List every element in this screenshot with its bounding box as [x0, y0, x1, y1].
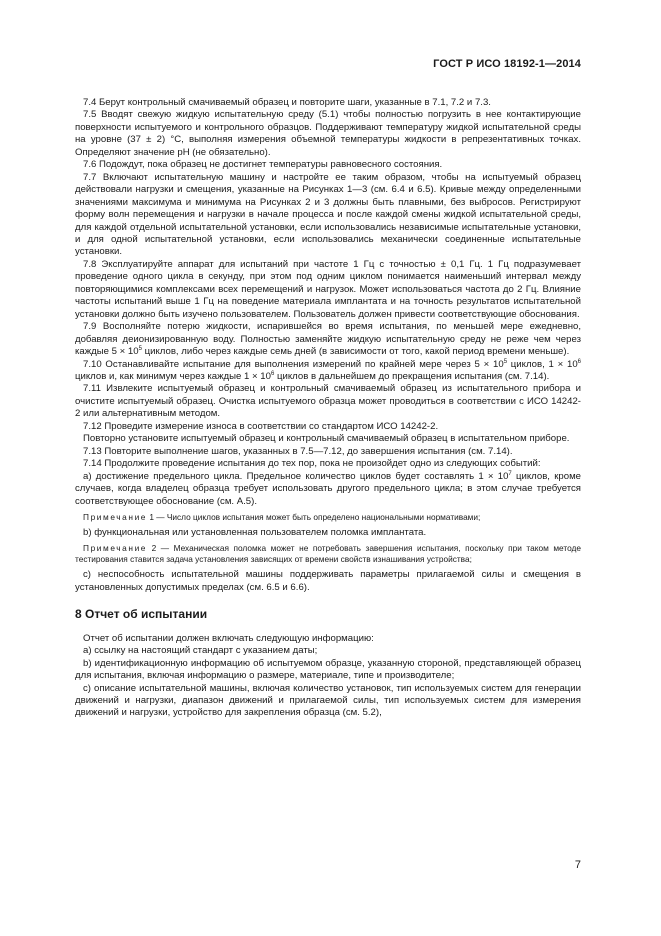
clause-7-9-text-a: 7.9 Восполняйте потерю жидкости, испарившейся во время испытания, по меньшей мере ежедневно, добавляя деионизированную воду. Полностью заменяйте жидкую испытательную среду не реже чем через каждые 5 × 10 [75, 321, 581, 358]
clause-7-6: 7.6 Подождут, пока образец не достигнет температуры равновесного состояния. [83, 159, 443, 171]
clause-7-10-text-d: циклов в дальнейшем до прекращения испытания (см. 7.14). [274, 370, 550, 382]
list-item-b: b) функциональная или установленная пользователем поломка имплантата. [83, 526, 427, 538]
section-8-item-b: b) идентификационную информацию об испытуемом образце, указанную стороной, представляющей образец для испытания, включая информацию о размере, материале, типе и производителе; [75, 657, 581, 682]
note-2 [75, 543, 581, 565]
section-8-item-c: c) описание испытательной машины, включая количество установок, тип используемых систем для генерации движений и нагрузки, диапазон движений и прилагаемой силы, тип используемых систем для измерения движений и нагрузки, устройство для закрепления образца (см. 5.2), [75, 682, 581, 719]
list-item-c: c) неспособность испытательной машины поддерживать параметры прилагаемой силы и смещения в установленных допустимых пределах (см. 6.5 и 6.6). [75, 569, 581, 593]
section-8-intro: Отчет об испытании должен включать следующую информацию: [83, 632, 374, 644]
clause-7-10 [75, 359, 581, 384]
standard-header: ГОСТ Р ИСО 18192-1—2014 [433, 58, 581, 70]
clause-7-13: 7.13 Повторите выполнение шагов, указанных в 7.5—7.12, до завершения испытания (см. 7.14). [83, 445, 513, 457]
clause-7-14: 7.14 Продолжите проведение испытания до тех пор, пока не произойдет одно из следующих событий: [83, 458, 541, 470]
clause-7-12-continued: Повторно установите испытуемый образец и контрольный смачиваемый образец в испытательном приборе. [83, 433, 570, 445]
exponent: 6 [577, 358, 582, 365]
clause-7-7: 7.7 Включают испытательную машину и настройте ее таким образом, чтобы на испытуемый образец действовали нагрузки и смещения, указанные на Рисунках 1—3 (см. 6.4 и 6.5). Кривые между определенными значениями максимума и минимума на Рисунках 2 и 3 должны быть плавными, без выбросов. Регистрируют форму волн перемещения и нагрузки в начале процесса и после каждой смены жидкой испытательной среды, для каждой отдельной испытательной установки, если использовались независимые испытательные установки, и для одной испытательной установки, если использовались механически соединенные испытательные установки. [75, 171, 581, 258]
note-label: Примечание [83, 511, 148, 522]
list-item-a-text-a: a) достижение предельного цикла. Предельное количество циклов будет составлять 1 × 10 [83, 470, 509, 482]
clause-7-10-text-c: циклов и, как минимум через каждые 1 × 10 [75, 370, 271, 382]
page-number: 7 [574, 859, 581, 871]
exponent: 5 [503, 358, 508, 365]
section-8-heading: 8 Отчет об испытании [75, 607, 208, 622]
note-label: Примечание [83, 543, 148, 554]
document-page [75, 0, 581, 936]
clause-7-9-text-b: циклов, либо через каждые семь дней (в зависимости от того, какой период времени меньше). [141, 346, 570, 358]
list-item-a-text-b: циклов, кроме случаев, когда владелец образца требует использовать другого предельного цикла; в этом случае требуется соответствующее обоснование (см. А.5). [75, 470, 582, 507]
clause-7-12: 7.12 Проведите измерение износа в соответствии со стандартом ИСО 14242-2. [83, 420, 439, 432]
note-1 [75, 512, 581, 523]
clause-7-8: 7.8 Эксплуатируйте аппарат для испытаний при частоте 1 Гц с точностью ± 0,1 Гц. 1 Гц подразумевает проведение одного цикла в секунду, при этом под одним циклом понимается наименьший интервал между повторяющимися комплексами всех перемещений и нагрузок. Может использоваться частота до 2 Гц. Влияние частоты испытаний выше 1 Гц на поведение материала имплантата и на точность результатов испытательной установки должно быть изучено пользователем. Пользователь должен привести соответствующие обоснования. [75, 258, 581, 320]
note-text: 2 — Механическая поломка может не потребовать завершения испытания, поскольку при таком методе тестирования ставится задача установления зависящих от времени свойств изнашивания устройства; [75, 543, 581, 565]
clause-7-10-text-b: циклов, 1 × 10 [507, 358, 578, 370]
clause-7-10-text-a: 7.10 Останавливайте испытание для выполнения измерений по крайней мере через 5 × 10 [83, 358, 504, 370]
clause-7-11: 7.11 Извлеките испытуемый образец и контрольный смачиваемый образец из испытательного прибора и очистите испытуемый образец. Очистка испытуемого образца может проводиться в соответствии с ИСО 14242-2 или альтернативным методом. [75, 383, 581, 420]
note-text: 1 — Число циклов испытания может быть определено национальными нормативами; [147, 511, 481, 522]
clause-7-9 [75, 321, 581, 358]
list-item-a [75, 471, 581, 508]
clause-7-5: 7.5 Вводят свежую жидкую испытательную среду (5.1) чтобы полностью погрузить в нее контактирующие поверхности испытуемого и контрольного образцов. Поддерживают температуру жидкой испытательной среды на уровне (37 ± 2) °С, выполняя измерения объемной температуры жидкости в репрезентативных точках. Определяют значение pH (не обязательно). [75, 109, 581, 158]
exponent: 6 [270, 370, 275, 377]
clause-7-4: 7.4 Берут контрольный смачиваемый образец и повторите шаги, указанные в 7.1, 7.2 и 7.3. [83, 97, 491, 108]
section-8-item-a: a) ссылку на настоящий стандарт с указанием даты; [83, 645, 318, 657]
document-body [75, 97, 581, 720]
exponent: 7 [508, 470, 512, 477]
exponent: 5 [138, 346, 142, 353]
